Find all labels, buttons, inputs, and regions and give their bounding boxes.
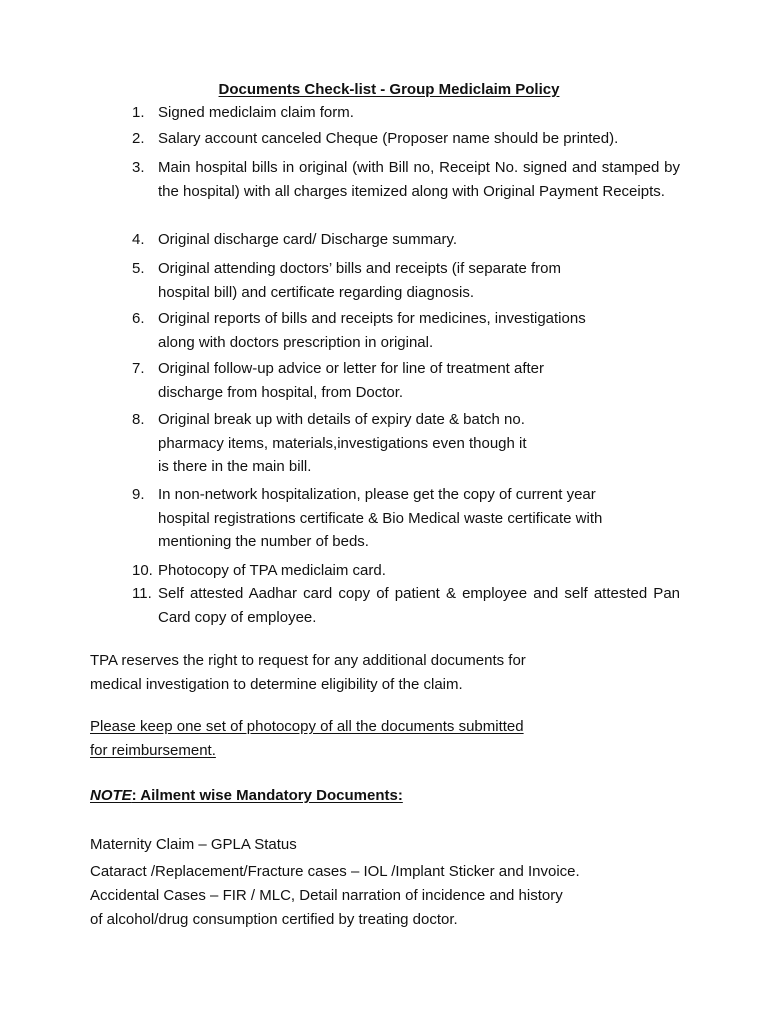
document-title: Documents Check-list - Group Mediclaim Policy [218, 81, 560, 98]
note-line-maternity: Maternity Claim – GPLA Status [90, 836, 297, 853]
item-text: Original break up with details of expiry date & batch no. pharmacy items, materials,investigations even though it is there in the main bill. [158, 411, 527, 475]
note-line-accidental: Accidental Cases – FIR / MLC, Detail narration of incidence and history of alcohol/drug consumption certified by treating doctor. [90, 887, 563, 928]
checklist-item [132, 257, 680, 304]
item-text: Original follow-up advice or letter for line of treatment after discharge from hospital, from Doctor. [158, 360, 545, 401]
item-text: Original discharge card/ Discharge summary. [158, 231, 457, 248]
item-text: In non-network hospitalization, please get the copy of current year hospital registrations certificate & Bio Medical waste certificate with mentioning the number of beds. [158, 486, 603, 550]
item-number: 3. [132, 159, 145, 176]
tpa-rights-paragraph: TPA reserves the right to request for any additional documents for medical investigation to determine eligibility of the claim. [90, 652, 526, 693]
item-text: Original attending doctors’ bills and receipts (if separate from hospital bill) and certificate regarding diagnosis. [158, 260, 561, 301]
item-number: 1. [132, 104, 145, 121]
item-text: Original reports of bills and receipts for medicines, investigations along with doctors prescription in original. [158, 310, 586, 351]
note-heading [90, 787, 403, 804]
item-text: Signed mediclaim claim form. [158, 104, 354, 121]
checklist-item [132, 483, 680, 554]
note-line-cataract: Cataract /Replacement/Fracture cases – IOL /Implant Sticker and Invoice. [90, 863, 580, 880]
checklist-item [132, 559, 680, 583]
item-number: 11. [132, 585, 152, 602]
checklist-item [132, 228, 680, 252]
item-text: Photocopy of TPA mediclaim card. [158, 562, 386, 579]
checklist-item [132, 156, 680, 203]
checklist-item [132, 408, 680, 479]
item-text: Main hospital bills in original (with Bill no, Receipt No. signed and stamped by the hospital) with all charges itemized along with Original Payment Receipts. [158, 159, 680, 200]
checklist-item [132, 357, 680, 404]
checklist-item [132, 127, 680, 151]
item-number: 2. [132, 130, 145, 147]
item-number: 10. [132, 562, 153, 579]
item-number: 5. [132, 260, 145, 277]
item-number: 6. [132, 310, 145, 327]
photocopy-instruction: Please keep one set of photocopy of all the documents submitted for reimbursement. [90, 718, 524, 759]
note-heading-text: : Ailment wise Mandatory Documents: [131, 787, 403, 804]
checklist-item [132, 582, 680, 629]
item-number: 4. [132, 231, 145, 248]
item-number: 7. [132, 360, 145, 377]
item-number: 9. [132, 486, 145, 503]
checklist-item [132, 101, 680, 125]
item-number: 8. [132, 411, 145, 428]
item-text: Salary account canceled Cheque (Proposer name should be printed). [158, 130, 619, 147]
item-text: Self attested Aadhar card copy of patient & employee and self attested Pan Card copy of employee. [158, 585, 680, 626]
checklist-item [132, 307, 680, 354]
note-label: NOTE [90, 787, 132, 804]
